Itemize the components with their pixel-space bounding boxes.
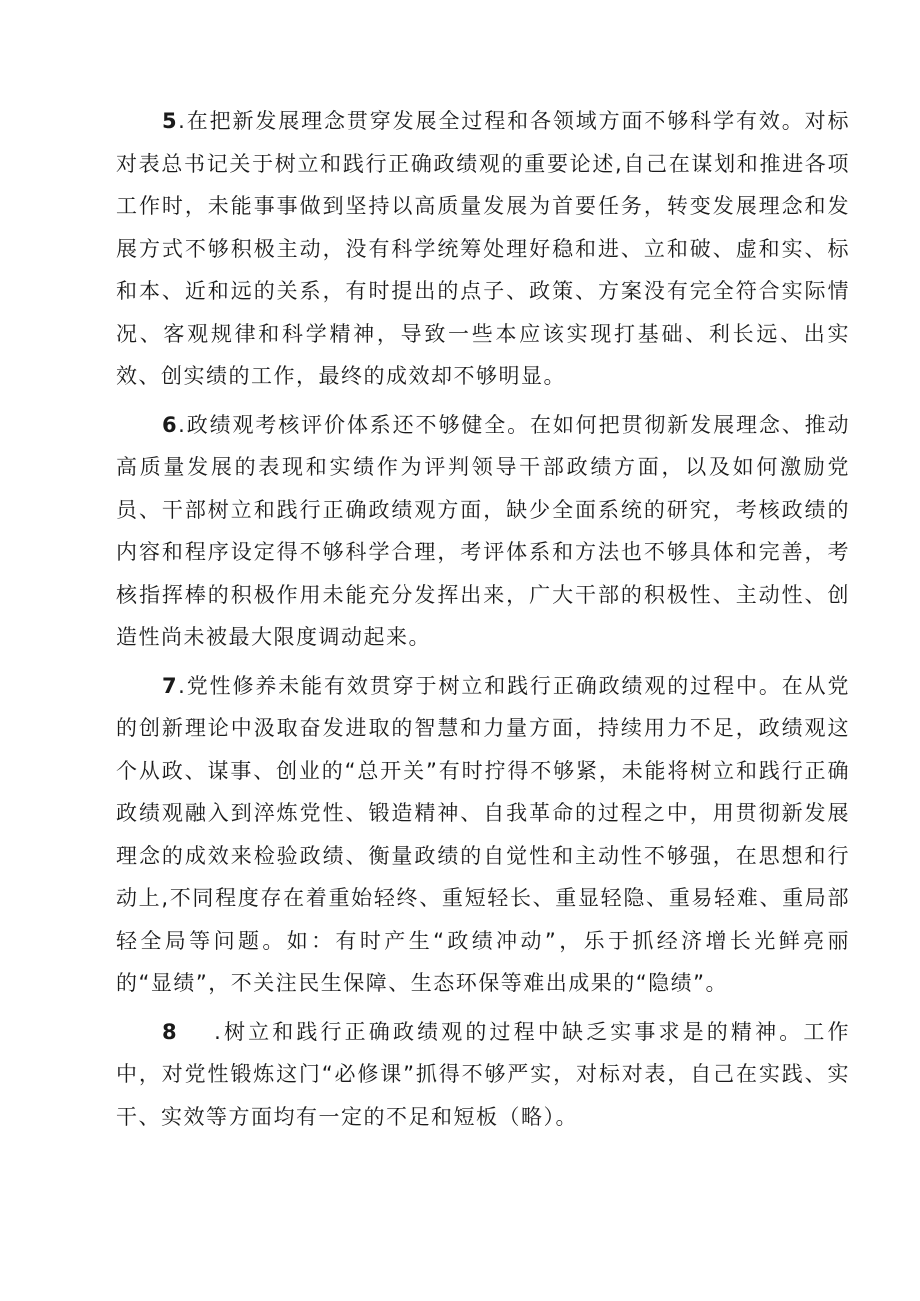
paragraph-text: 在把新发展理念贯穿发展全过程和各领域方面不够科学有效。对标对表总书记关于树立和践行正确政绩观的重要论述,自己在谋划和推进各项工作时，未能事事做到坚持以高质量发展为首要任务，转变发展理念和发展方式不够积极主动，没有科学统筹处理好稳和进、立和破、虚和实、标和本、近和远的关系，有时提出的点子、政策、方案没有完全符合实际情况、客观规律和科学精神，导致一些本应该实现打基础、利长远、出实效、创实绩的工作，最终的成效却不够明显。 (116, 109, 850, 388)
item-number: 7 (162, 673, 179, 698)
paragraph-7 (116, 665, 850, 1005)
paragraph-text: 政绩观考核评价体系还不够健全。在如何把贯彻新发展理念、推动高质量发展的表现和实绩作为评判领导干部政绩方面，以及如何激励党员、干部树立和践行正确政绩观方面，缺少全面系统的研究，考核政绩的内容和程序设定得不够科学合理，考评体系和方法也不够具体和完善，考核指挥棒的积极作用未能充分发挥出来，广大干部的积极性、主动性、创造性尚未被最大限度调动起来。 (116, 412, 850, 649)
paragraph-5 (116, 100, 850, 398)
item-marker: . (214, 1019, 223, 1044)
item-number: 8 (162, 1019, 179, 1044)
item-marker: . (178, 673, 187, 698)
item-marker: . (178, 412, 187, 437)
paragraph-text: 树立和践行正确政绩观的过程中缺乏实事求是的精神。工作中，对党性锻炼这门“必修课”抓得不够严实，对标对表，自己在实践、实干、实效等方面均有一定的不足和短板（略）。 (116, 1019, 850, 1129)
paragraph-text: 党性修养未能有效贯穿于树立和践行正确政绩观的过程中。在从党的创新理论中汲取奋发进取的智慧和力量方面，持续用力不足，政绩观这个从政、谋事、创业的“总开关”有时拧得不够紧，未能将树立和践行正确政绩观融入到淬炼党性、锻造精神、自我革命的过程之中，用贯彻新发展理念的成效来检验政绩、衡量政绩的自觉性和主动性不够强，在思想和行动上,不同程度存在着重始轻终、重短轻长、重显轻隐、重易轻难、重局部轻全局等问题。如：有时产生“政绩冲动”，乐于抓经济增长光鲜亮丽的“显绩”，不关注民生保障、生态环保等难出成果的“隐绩”。 (116, 673, 850, 995)
document-body (116, 100, 850, 1144)
paragraph-6 (116, 404, 850, 659)
paragraph-8 (116, 1011, 850, 1139)
item-number: 6 (162, 412, 179, 437)
item-marker: . (178, 109, 187, 133)
item-number: 5 (162, 109, 179, 133)
